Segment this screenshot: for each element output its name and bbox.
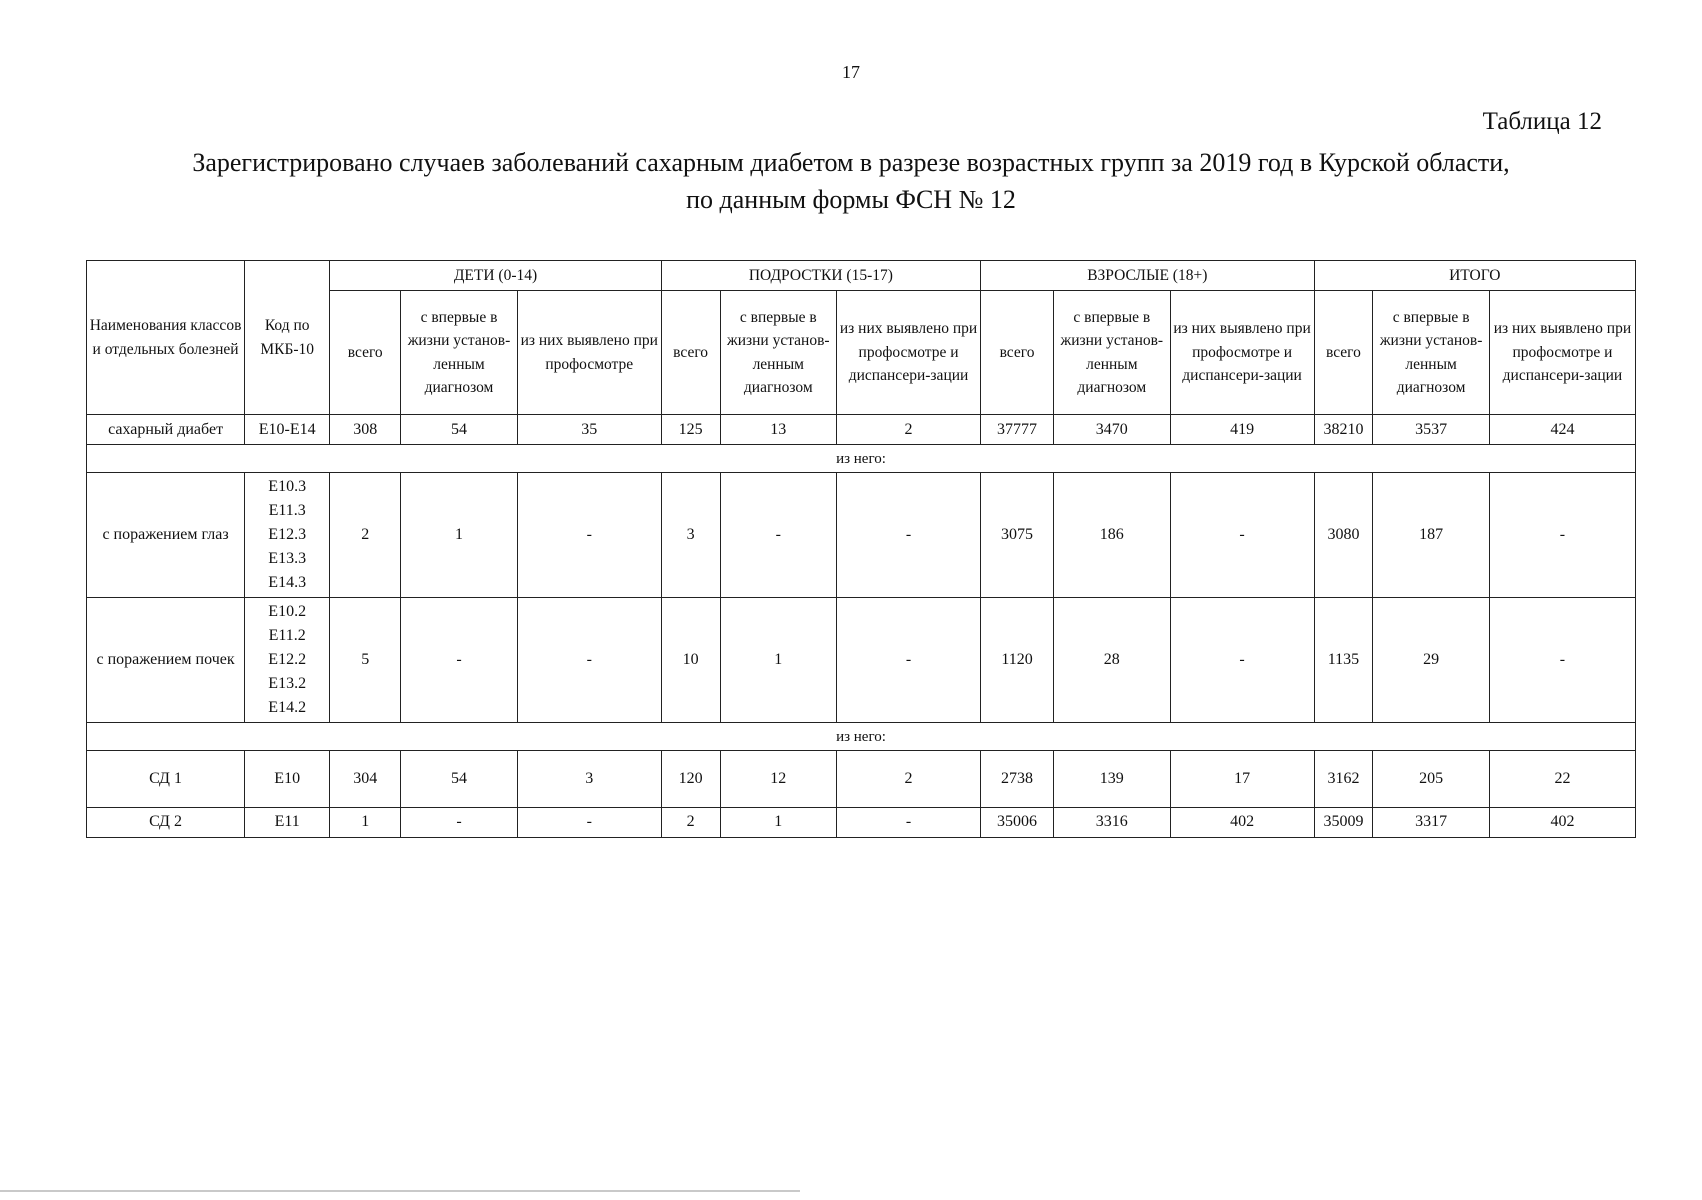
table-label: Таблица 12 (1482, 108, 1602, 135)
table-cell: - (1489, 598, 1635, 723)
table-cell: 3 (517, 751, 661, 807)
header-children-first-time: с впервые в жизни установ-ленным диагнозом (401, 291, 518, 415)
table-cell: 3080 (1314, 473, 1373, 598)
row-name: СД 1 (87, 751, 245, 807)
header-name: Наименования классов и отдельных болезней (87, 261, 245, 415)
table-cell: 3470 (1054, 415, 1171, 445)
table-cell: 2738 (981, 751, 1054, 807)
code-line: E12.2 (268, 651, 307, 669)
table-cell: 402 (1489, 807, 1635, 837)
code-line: E13.3 (268, 550, 307, 568)
header-teens-first-time: с впервые в жизни установ-ленным диагнозом (720, 291, 837, 415)
table-cell: - (1489, 473, 1635, 598)
table-cell: 308 (330, 415, 401, 445)
row-code (245, 473, 330, 598)
table-cell: 125 (661, 415, 720, 445)
row-name: сахарный диабет (87, 415, 245, 445)
table-cell: 304 (330, 751, 401, 807)
header-children-checkup: из них выявлено при профосмотре (517, 291, 661, 415)
table-cell: 35 (517, 415, 661, 445)
table-row-kidneys (87, 598, 1636, 723)
header-group-teens: ПОДРОСТКИ (15-17) (661, 261, 980, 291)
table-cell: 3162 (1314, 751, 1373, 807)
table-cell: 205 (1373, 751, 1490, 807)
table-cell: - (517, 473, 661, 598)
table-cell: - (401, 598, 518, 723)
table-cell: 5 (330, 598, 401, 723)
table-cell: 22 (1489, 751, 1635, 807)
table-cell: 38210 (1314, 415, 1373, 445)
header-children-total: всего (330, 291, 401, 415)
table-cell: - (1170, 598, 1314, 723)
title-line-2: по данным формы ФСН № 12 (686, 185, 1016, 214)
row-code (245, 598, 330, 723)
table-cell: 3316 (1054, 807, 1171, 837)
table-cell: - (837, 598, 981, 723)
scan-edge-line (0, 1190, 800, 1192)
header-adults-total: всего (981, 291, 1054, 415)
row-code: E10-E14 (245, 415, 330, 445)
table-cell: 402 (1170, 807, 1314, 837)
table-cell: 187 (1373, 473, 1490, 598)
table-cell: - (401, 807, 518, 837)
table-cell: 1 (401, 473, 518, 598)
table-cell: 3317 (1373, 807, 1490, 837)
table-cell: 1 (720, 807, 837, 837)
table-row-section (87, 445, 1636, 473)
code-line: E14.2 (268, 699, 307, 717)
row-name: СД 2 (87, 807, 245, 837)
table-cell: 424 (1489, 415, 1635, 445)
table-title (0, 144, 1702, 218)
table-cell: - (720, 473, 837, 598)
row-name: с поражением глаз (87, 473, 245, 598)
table-cell: 35009 (1314, 807, 1373, 837)
header-total-total: всего (1314, 291, 1373, 415)
title-line-1: Зарегистрировано случаев заболеваний сахарным диабетом в разрезе возрастных групп за 2019 год в Курской области, (192, 148, 1510, 177)
table-cell: - (837, 807, 981, 837)
code-line: E10.3 (268, 478, 307, 496)
table-cell: 10 (661, 598, 720, 723)
table-cell: 29 (1373, 598, 1490, 723)
header-total-first-time: с впервые в жизни установ-ленным диагнозом (1373, 291, 1490, 415)
table-cell: 3537 (1373, 415, 1490, 445)
header-row-groups (87, 261, 1636, 291)
row-name: с поражением почек (87, 598, 245, 723)
table-cell: 1135 (1314, 598, 1373, 723)
table-cell: 419 (1170, 415, 1314, 445)
table-cell: 2 (661, 807, 720, 837)
header-group-children: ДЕТИ (0-14) (330, 261, 661, 291)
table-cell: 1120 (981, 598, 1054, 723)
code-line: E10.2 (268, 603, 307, 621)
table-row-type1 (87, 751, 1636, 807)
table-row-diabetes (87, 415, 1636, 445)
table-cell: 28 (1054, 598, 1171, 723)
table-cell: 54 (401, 415, 518, 445)
table-cell: 1 (330, 807, 401, 837)
table-cell: 54 (401, 751, 518, 807)
table-row-type2 (87, 807, 1636, 837)
code-line: E12.3 (268, 526, 307, 544)
table-cell: 13 (720, 415, 837, 445)
code-line: E13.2 (268, 675, 307, 693)
code-line: E11.2 (268, 627, 306, 645)
header-adults-checkup: из них выявлено при профосмотре и диспансери-зации (1170, 291, 1314, 415)
header-group-total: ИТОГО (1314, 261, 1635, 291)
table-cell: 120 (661, 751, 720, 807)
table-cell: - (517, 807, 661, 837)
header-code: Код по МКБ-10 (245, 261, 330, 415)
table-cell: 2 (837, 751, 981, 807)
header-teens-total: всего (661, 291, 720, 415)
table-cell: - (1170, 473, 1314, 598)
row-code: E10 (245, 751, 330, 807)
table-row-eyes (87, 473, 1636, 598)
code-line: E14.3 (268, 574, 307, 592)
table-cell: 17 (1170, 751, 1314, 807)
table-cell: 12 (720, 751, 837, 807)
table-cell: - (837, 473, 981, 598)
table-cell: 186 (1054, 473, 1171, 598)
section-label: из него: (87, 445, 1636, 473)
header-total-checkup: из них выявлено при профосмотре и диспансери-зации (1489, 291, 1635, 415)
table-cell: 2 (837, 415, 981, 445)
page-number: 17 (842, 62, 860, 82)
diabetes-table (86, 260, 1636, 838)
header-group-adults: ВЗРОСЛЫЕ (18+) (981, 261, 1315, 291)
table-cell: 37777 (981, 415, 1054, 445)
table-cell: 139 (1054, 751, 1171, 807)
section-label: из него: (87, 723, 1636, 751)
table-cell: - (517, 598, 661, 723)
table-row-section (87, 723, 1636, 751)
table-cell: 35006 (981, 807, 1054, 837)
table-cell: 2 (330, 473, 401, 598)
row-code: E11 (245, 807, 330, 837)
table-cell: 3 (661, 473, 720, 598)
header-adults-first-time: с впервые в жизни установ-ленным диагнозом (1054, 291, 1171, 415)
table-cell: 1 (720, 598, 837, 723)
table-cell: 3075 (981, 473, 1054, 598)
code-line: E11.3 (268, 502, 306, 520)
header-teens-checkup: из них выявлено при профосмотре и диспансери-зации (837, 291, 981, 415)
